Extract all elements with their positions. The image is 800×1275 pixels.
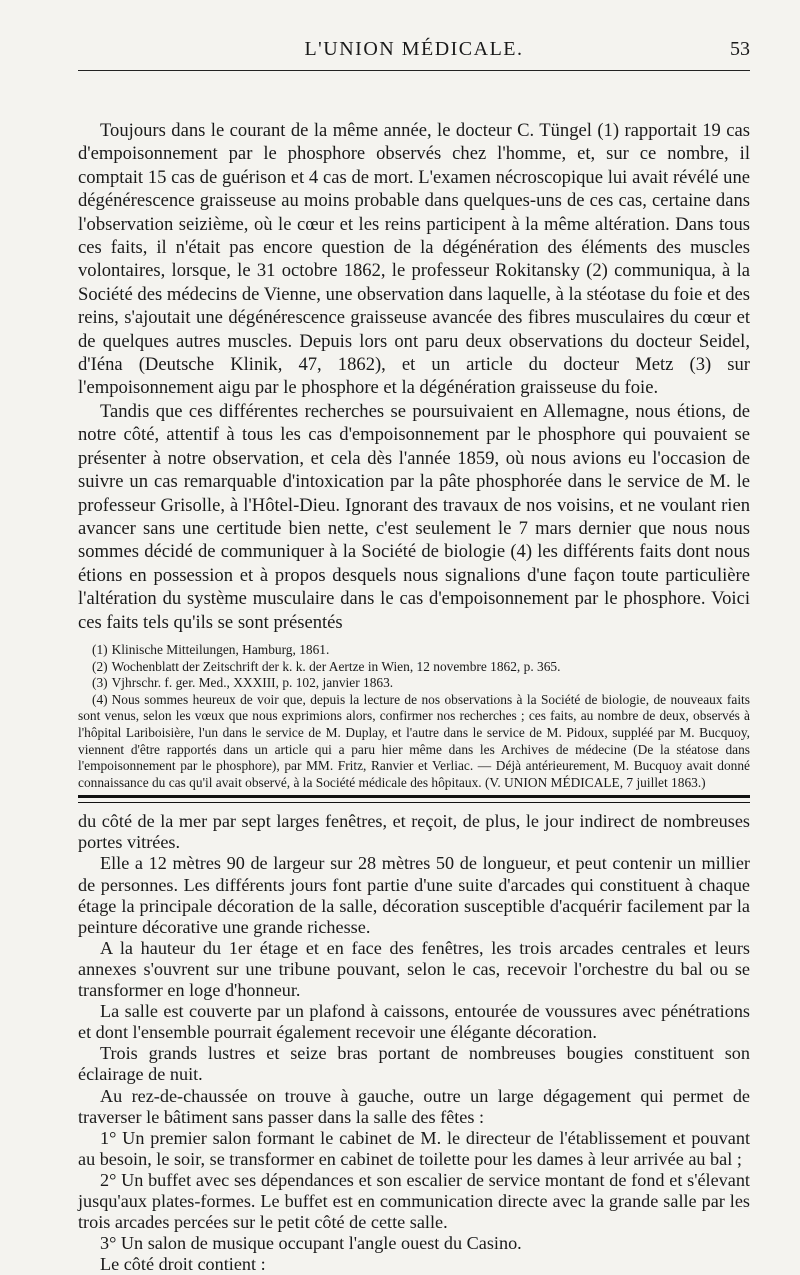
- list-paragraph: 2° Un buffet avec ses dépendances et son escalier de service montant de fond et s'élevant jusqu'aux plates-formes. Le buffet est en communication directe avec la grande salle par les trois arcades percées sur le petit côté de cette salle.: [78, 1169, 750, 1233]
- footnote-marker: (2): [92, 658, 108, 674]
- footnote-marker: (1): [92, 641, 108, 657]
- paragraph: La salle est couverte par un plafond à caissons, entourée de voussures avec pénétrations et dont l'ensemble pourrait également recevoir une élégante décoration.: [78, 1001, 750, 1043]
- running-title: L'UNION MÉDICALE.: [304, 38, 524, 60]
- footnote-text: Nous sommes heureux de voir que, depuis la lecture de nos observations à la Société de biologie, de nouveaux faits sont venus, selon les vœux que nous exprimions alors, confirmer nos recherches ; ces faits, au nombre de deux, observés à l'hôpital Lariboisière, l'un dans le service de M. Duplay, et l'autre dans le service de M. Pidoux, suppléé par M. Bucquoy, viennent d'être rapportés dans un article qui a paru hier même dans les Archives de médecine (De la stéatose dans l'empoisonnement par le phosphore), par MM. Fritz, Ranvier et Verliac. — Déjà antérieurement, M. Bucquoy avait donné connaissance du cas qu'il avait observé, à la Société médicale des hôpitaux. (V. UNION MÉDICALE, 7 juillet 1863.): [78, 691, 750, 790]
- footnote: [78, 659, 750, 676]
- footnotes: [78, 642, 750, 791]
- second-article-body: [78, 811, 750, 1275]
- paragraph: Le côté droit contient :: [100, 1254, 266, 1275]
- list-paragraph: 1° Un premier salon formant le cabinet de M. le directeur de l'établissement et pouvant au besoin, le soir, se transformer en cabinet de toilette pour les dames à leur arrivée au bal ;: [78, 1127, 750, 1169]
- paragraph: A la hauteur du 1er étage et en face des fenêtres, les trois arcades centrales et leurs annexes s'ouvrent sur une tribune pouvant, selon le cas, recevoir l'orchestre du bal ou se transformer en loge d'honneur.: [78, 937, 750, 1001]
- paragraph: Elle a 12 mètres 90 de largeur sur 28 mètres 50 de longueur, et peut contenir un millier de personnes. Les différents jours font partie d'une suite d'arcades qui constituent à chaque étage la principale décoration de la salle, décoration susceptible d'acquérir facilement par la peinture décorative une grande richesse.: [78, 853, 750, 937]
- footnote-marker: (3): [92, 675, 108, 691]
- footnote: [78, 692, 750, 792]
- paragraph: Toujours dans le courant de la même année, le docteur C. Tüngel (1) rapportait 19 cas d'empoisonnement par le phosphore observés chez l'homme, et, sur ce nombre, il comptait 15 cas de guérison et 4 cas de mort. L'examen nécroscopique lui avait révélé une dégénérescence graisseuse au moins probable dans quelques-uns de ces cas, certaine dans l'observation seizième, où le cœur et les reins participent à la même altération. Dans tous ces faits, il n'était pas encore question de la dégénération des éléments des muscles volontaires, lorsque, le 31 octobre 1862, le professeur Rokitansky (2) communiqua, à la Société des médecins de Vienne, une observation dans laquelle, à la stéotase du foie et des reins, s'ajoutait une dégénérescence graisseuse avancée des fibres musculaires du cœur et de quelques autres muscles. Depuis lors ont paru deux observations du docteur Seidel, d'Iéna (Deutsche Klinik, 47, 1862), et un article du docteur Metz (3) sur l'empoisonnement aigu par le phosphore et la dégénération graisseuse du foie.: [78, 120, 750, 399]
- paragraph: du côté de la mer par sept larges fenêtres, et reçoit, de plus, le jour indirect de nombreuses portes vitrées.: [78, 811, 750, 853]
- footnote-text: Wochenblatt der Zeitschrift der k. k. der Aertze in Wien, 12 novembre 1862, p. 365.: [111, 658, 561, 674]
- footnote-text: Vjhrschr. f. ger. Med., XXXIII, p. 102, janvier 1863.: [111, 675, 394, 691]
- paragraph: Au rez-de-chaussée on trouve à gauche, outre un large dégagement qui permet de traverser le bâtiment sans passer dans la salle des fêtes :: [78, 1085, 750, 1127]
- paragraph: Trois grands lustres et seize bras portant de nombreuses bougies constituent son éclairage de nuit.: [78, 1043, 750, 1085]
- section-divider: [78, 795, 750, 803]
- article-body: [78, 119, 750, 634]
- paragraph: Tandis que ces différentes recherches se poursuivaient en Allemagne, nous étions, de notre côté, attentif à tous les cas d'empoisonnement par le phosphore qui pouvaient se présenter à notre observation, et cela dès l'année 1859, où nous avions eu l'occasion de suivre un cas remarquable d'intoxication par la pâte phosphorée dans le service de M. le professeur Grisolle, à l'Hôtel-Dieu. Ignorant des travaux de nos voisins, et ne voulant rien avancer sans une certitude bien nette, c'est seulement le 7 mars dernier que nous nous sommes décidé de communiquer à la Société de biologie (4) les différents faits dont nous étions en possession et à propos desquels nous signalions d'une façon toute particulière l'altération du système musculaire dans le cas d'empoisonnement par le phosphore. Voici ces faits tels qu'ils se sont présentés: [78, 400, 750, 633]
- footnote-text: Klinische Mitteilungen, Hamburg, 1861.: [111, 641, 330, 657]
- footnote: [78, 675, 750, 692]
- journal-page: [78, 30, 750, 1275]
- footnote: [78, 642, 750, 659]
- page-header: [78, 30, 750, 71]
- footnote-marker: (4): [92, 691, 108, 707]
- list-paragraph: 3° Un salon de musique occupant l'angle ouest du Casino.: [100, 1233, 522, 1254]
- page-number: 53: [730, 38, 750, 60]
